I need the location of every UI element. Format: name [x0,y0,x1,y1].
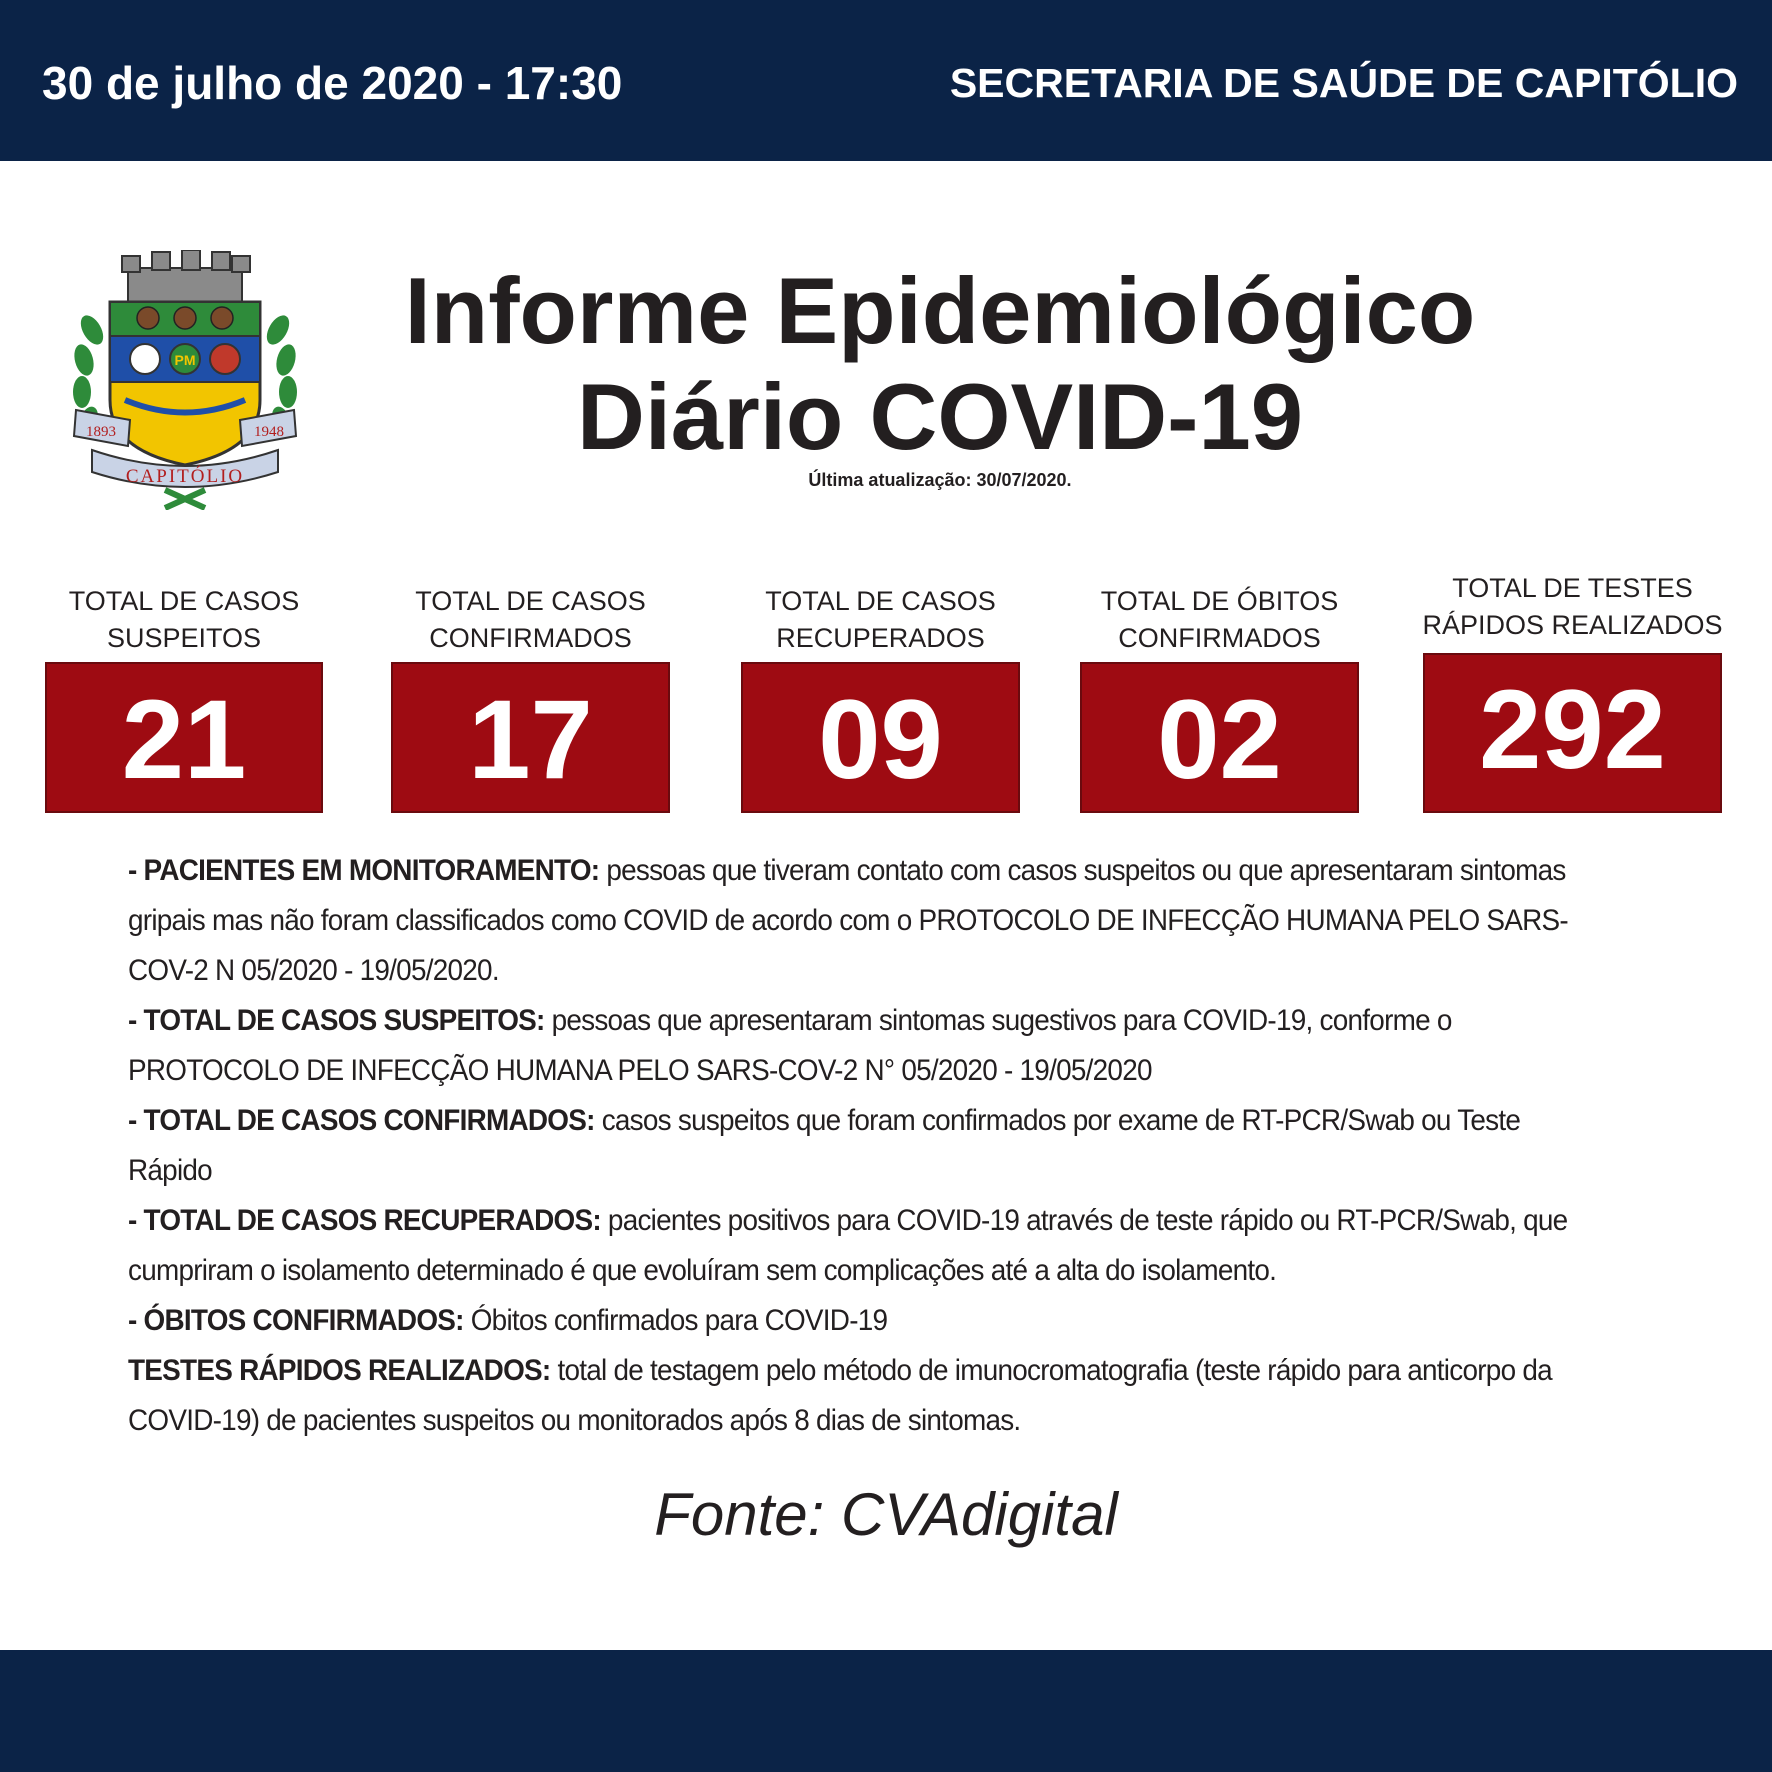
note-paragraph: - ÓBITOS CONFIRMADOS: Óbitos confirmados para COVID-19 [128,1304,888,1337]
stat-label: TOTAL DE CASOS RECUPERADOS [765,586,996,653]
footer-bar [0,1650,1772,1772]
stat-label: TOTAL DE ÓBITOS CONFIRMADOS [1100,586,1339,653]
stat-value: 09 [741,662,1020,813]
crest-town-name: CAPITÓLIO [125,466,245,487]
note-paragraph: - TOTAL DE CASOS CONFIRMADOS: casos suspeitos que foram confirmados por exame de RT-PCR/Swab ou Teste Rápido [128,1104,1521,1187]
stat-value: 21 [45,662,323,813]
stat-recovered [741,583,1020,813]
note-paragraph: TESTES RÁPIDOS REALIZADOS: total de testagem pelo método de imunocromatografia (teste rápido para anticorpo da COVID-19) de pacientes suspeitos ou monitorados após 8 dias de sintomas. [128,1354,1552,1437]
stat-label: TOTAL DE CASOS SUSPEITOS [68,586,300,653]
stat-deaths [1080,583,1359,813]
crest-year-right: 1948 [254,424,284,440]
report-date: 30 de julho de 2020 - 17:30 [42,57,623,109]
title-line-1: Informe Epidemiológico [404,258,1476,363]
crest-monogram: PM [174,352,196,368]
stat-value: 17 [391,662,670,813]
stat-value: 02 [1080,662,1359,813]
stat-rapid-tests [1423,570,1722,813]
department-name: SECRETARIA DE SAÚDE DE CAPITÓLIO [949,60,1738,106]
note-paragraph: - PACIENTES EM MONITORAMENTO: pessoas que tiveram contato com casos suspeitos ou que apresentaram sintomas gripais mas não foram classificados como COVID de acordo com o PROTOCOLO DE INFECÇÃO HUMANA PELO SARS-COV-2 N 05/2020 - 19/05/2020. [128,854,1568,987]
note-paragraph: - TOTAL DE CASOS RECUPERADOS: pacientes positivos para COVID-19 através de teste rápido ou RT-PCR/Swab, que cumpriram o isolamento determinado é que evoluíram sem complicações até a alta do isolamento. [128,1204,1568,1287]
page-title [300,258,1580,470]
title-line-2: Diário COVID-19 [576,364,1304,469]
stat-label: TOTAL DE TESTES RÁPIDOS REALIZADOS [1422,573,1723,640]
last-updated: Última atualização: 30/07/2020. [808,470,1072,490]
stat-label: TOTAL DE CASOS CONFIRMADOS [415,586,646,653]
note-paragraph: - TOTAL DE CASOS SUSPEITOS: pessoas que apresentaram sintomas sugestivos para COVID-19, conforme o PROTOCOLO DE INFECÇÃO HUMANA PELO SARS-COV-2 N° 05/2020 - 19/05/2020 [128,1004,1452,1087]
header-bar [0,0,1772,161]
definitions-text [128,846,1588,1446]
stat-confirmed [391,583,670,813]
stat-suspected [45,583,323,813]
municipal-crest-logo [70,250,300,510]
crest-year-left: 1893 [86,424,116,440]
stat-value: 292 [1423,653,1722,813]
source-credit: Fonte: CVAdigital [654,1481,1118,1548]
